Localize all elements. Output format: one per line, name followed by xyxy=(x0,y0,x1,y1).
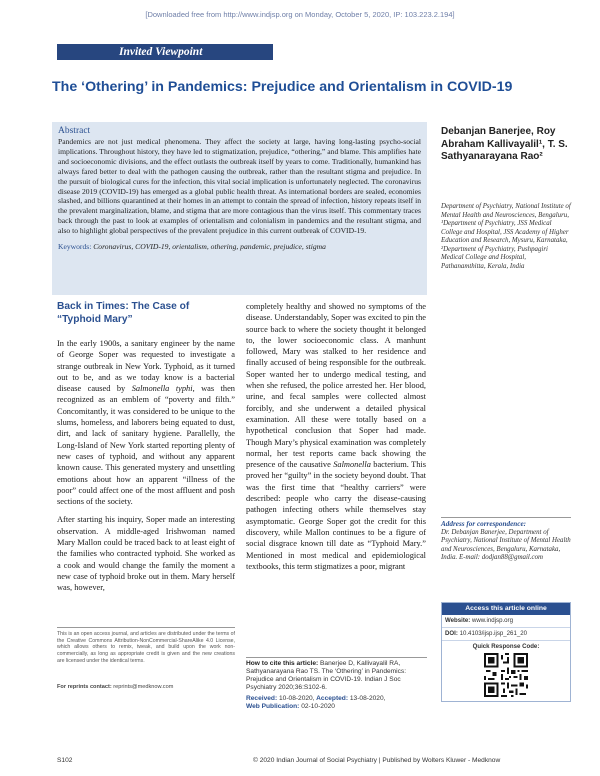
author-list: Debanjan Banerjee, Roy Abraham Kallivayalil¹, T. S. Sathyanarayana Rao² xyxy=(441,126,568,162)
paragraph-3: completely healthy and showed no symptoms of the disease. Understandably, Soper was excited to pin the source back to where the society thought it belonged to, the lower socioeconomic class. A manhunt followed, Mary was stalked to her residence and finally accused of being responsible for the outbreak. Soper wanted her to undergo medical testing, and when she refused, the police arrested her. Her blood, urine, and fecal samples were collected almost forcibly, and she underwent a detailed physical examination. All these were totally based on a hypothetical conclusion that Soper had made. Though Mary’s physical examination was completely normal, her test reports came back showing the presence of the causative Salmonella bacterium. This proved her “guilty” in the society beyond doubt. That was the first time that “healthy carriers” were described: people who carry the disease-causing pathogen infecting others while themselves stay asymptomatic. George Soper got the credit for this discovery, while Mallon continues to be a figure of social disgrace known till date as “Typhoid Mary.” Mentioned in most medical and epidemiological textbooks, this term stigmatizes a poor, migrant xyxy=(246,302,426,571)
section-label: Invited Viewpoint xyxy=(119,46,203,58)
body-column-right xyxy=(246,301,426,579)
paragraph-2: After starting his inquiry, Soper made an interesting observation. A middle-aged Irishwoman named Mary Mallon could be traced back to at least eight of the families who contracted typhoid. She worked as a cook and would change the family the moment a new case of typhoid broke out in them. Mary herself was, however, xyxy=(57,515,235,593)
website-row: Website: www.indjsp.org xyxy=(442,615,570,628)
qr-label: Quick Response Code: xyxy=(472,643,540,650)
article-title: The ‘Othering’ in Pandemics: Prejudice and Orientalism in COVID-19 xyxy=(52,79,513,95)
qr-code-icon xyxy=(484,653,528,697)
correspondence-text: Dr. Debanjan Banerjee, Department of Psychiatry, National Institute of Mental Health and Neurosciences, Bengaluru, Karnataka, India. E-mail: dodjan88@gmail.com xyxy=(441,528,571,561)
abstract-heading: Abstract xyxy=(58,126,91,136)
citation-label: How to cite this article: xyxy=(246,660,319,667)
website-link[interactable]: www.indjsp.org xyxy=(472,617,513,624)
article-dates: Received: 10-08-2020, Accepted: 13-08-2020, Web Publication: 02-10-2020 xyxy=(246,695,386,711)
doi-row: DOI: 10.4103/ijsp.ijsp_261_20 xyxy=(442,628,570,641)
doi-link[interactable]: 10.4103/ijsp.ijsp_261_20 xyxy=(459,630,528,637)
license-note: This is an open access journal, and articles are distributed under the terms of the Creative Commons Attribution-NonCommercial-ShareAlike 4.0 License, which allows others to remix, tweak, and build upon the work non-commercially, as long as appropriate credit is given and the new creations are licensed under the identical terms. xyxy=(57,627,235,665)
reprints-note: For reprints contact: reprints@medknow.com xyxy=(57,684,174,690)
section-label-bar xyxy=(57,44,273,60)
paragraph-1: In the early 1900s, a sanitary engineer by the name of George Soper was requested to investigate a strange outbreak in New York. Typhoid, as it turned out to be, and as we today know is a bacterial disease caused by Salmonella typhi, was then recognized as an emblem of “poverty and filth.” Concomitantly, it was considered to be unique to the slums, homeless, and laborers being equated to dust, dirt, and lack of sanitary hygiene. Parallelly, the Long-Island of New York started reporting plenty of new cases of typhoid, and without any apparent known cause. This generated mystery and unsettling emotions about how an apparent “illness of the poor” could affect one of the most affluent and posh sections of the society. xyxy=(57,339,235,507)
access-online-box xyxy=(441,602,571,702)
reprints-email[interactable]: reprints@medknow.com xyxy=(113,684,174,690)
keywords xyxy=(58,242,421,252)
abstract-text: Pandemics are not just medical phenomena. They affect the society at large, having long-lasting psycho-social implications. Throughout history, they have led to stigmatization, prejudice, “othering,” and blame. This amplifies hate and socioeconomic divisions, and the effect outlasts the outbreak itself by years to come. Traditionally, humankind has always fared better to deal with the pathogen causing the outbreak, rather than the resultant stigma and prejudice. In the pursuit of biological cures for the infection, this vital social implication is unfortunately neglected. The coronavirus disease 2019 (COVID-19) has emerged as a global public health threat. As international borders are sealed, economies slashed, and billions quarantined at their homes in an attempt to contain the spread of infection, history repeats itself in the prevalent marginalization, blame, and stigma that are more contagious than the virus itself. This commentary traces back through the past to look at examples of orientalism and colonialism in pandemics and the resultant stigma, and also to highlight global perspectives of the prevalent prejudice in this current outbreak of COVID-19. xyxy=(58,137,421,236)
citation-box xyxy=(246,657,427,712)
keywords-label: Keywords: xyxy=(58,242,92,252)
access-heading: Access this article online xyxy=(442,603,570,615)
keywords-list: Coronavirus, COVID-19, orientalism, othering, pandemic, prejudice, stigma xyxy=(93,242,326,252)
abstract-box xyxy=(52,122,427,295)
correspondence-box xyxy=(441,517,571,563)
correspondence-heading: Address for correspondence: xyxy=(441,520,527,528)
citation-text: Banerjee D, Kallivayalil RA, Sathyanarayana Rao TS. The ‘Othering’ in Pandemics: Prejudice and Orientalism in COVID-19. Indian J Soc Psychiatry 2020;36:S102-6. xyxy=(246,660,407,692)
section-heading: Back in Times: The Case of “Typhoid Mary” xyxy=(57,301,190,325)
copyright-footer: © 2020 Indian Journal of Social Psychiatry | Published by Wolters Kluwer - Medknow xyxy=(253,757,501,764)
body-column-left xyxy=(57,301,235,601)
download-note: [Downloaded free from http://www.indjsp.org on Monday, October 5, 2020, IP: 103.223.2.194] xyxy=(145,10,455,19)
page-number: S102 xyxy=(57,757,73,764)
affiliations: Department of Psychiatry, National Institute of Mental Health and Neurosciences, Bengaluru, ¹Department of Psychiatry, JSS Medical College and Hospital, JSS Academy of Higher Education and Research, Mysuru, Karnataka, ²Department of Psychiatry, Pushpagiri Medical College and Hospital, Pathanamthitta, Kerala, India xyxy=(441,203,571,270)
